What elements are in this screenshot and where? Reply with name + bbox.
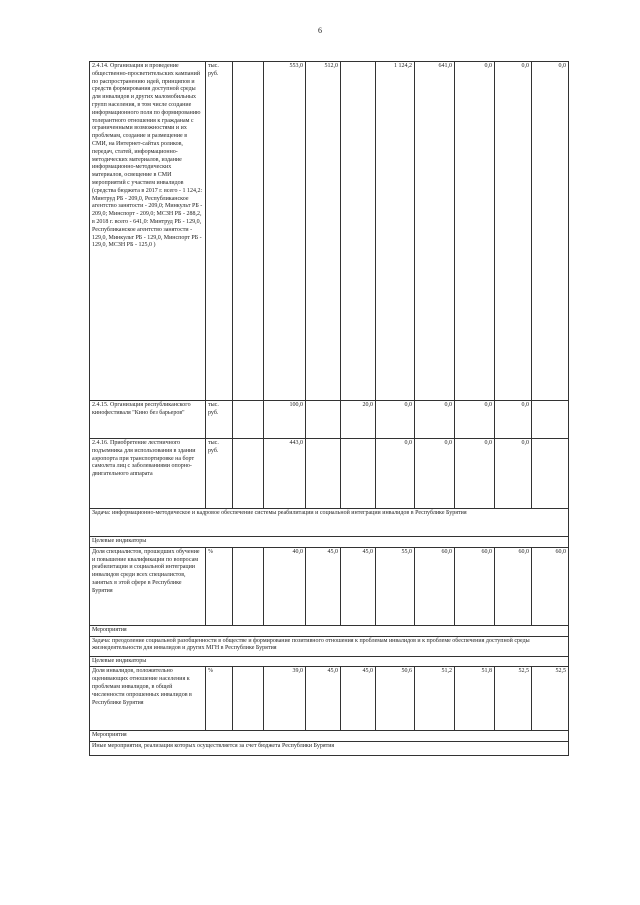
value-cell [233, 439, 264, 509]
table-row [90, 439, 569, 509]
task-text: Задача: информационно-методическое и кадровое обеспечение системы реабилитации и социальной интеграции инвалидов в Республике Бурятия [90, 509, 569, 537]
value-cell [306, 401, 341, 439]
value-cell: 45,0 [341, 667, 376, 731]
task-row [90, 509, 569, 537]
unit-cell: % [206, 667, 233, 731]
value-cell: 100,0 [264, 401, 306, 439]
value-cell: 0,0 [455, 62, 495, 401]
unit-cell: тыс. руб. [206, 401, 233, 439]
task-text: Задача: преодоление социальной разобщенности в обществе и формирование позитивного отношения к проблемам инвалидов и к проблеме обеспечения доступной среды жизнедеятельности для инвалидов и других МГН в Республике Бурятия [90, 636, 569, 656]
section-label-row [90, 625, 569, 636]
section-label-row [90, 742, 569, 756]
value-cell: 641,0 [415, 62, 455, 401]
value-cell [306, 439, 341, 509]
value-cell: 0,0 [455, 439, 495, 509]
value-cell: 45,0 [306, 547, 341, 625]
value-cell: 51,8 [455, 667, 495, 731]
value-cell: 0,0 [495, 401, 532, 439]
measures-label: Мероприятия [90, 625, 569, 636]
value-cell [233, 667, 264, 731]
value-cell: 60,0 [495, 547, 532, 625]
row-description: 2.4.16. Приобретение лестничного подъемника для использования в здании аэропорта при транспортировке на борт самолета лиц с заболеваниями опорно-двигательного аппарата [90, 439, 206, 509]
row-description: 2.4.15. Организация республиканского кинофестиваля "Кино без барьеров" [90, 401, 206, 439]
indicator-row [90, 547, 569, 625]
targets-label: Целевые индикаторы [90, 537, 569, 548]
value-cell: 52,5 [495, 667, 532, 731]
value-cell: 39,0 [264, 667, 306, 731]
value-cell: 55,0 [376, 547, 415, 625]
value-cell: 51,2 [415, 667, 455, 731]
value-cell [233, 62, 264, 401]
indicator-description: Доля специалистов, прошедших обучение и повышение квалификации по вопросам реабилитации и социальной интеграции инвалидов среди всех специалистов, занятых в этой сфере в Республике Бурятия [90, 547, 206, 625]
task-row [90, 636, 569, 656]
section-label-row [90, 656, 569, 667]
table-row [90, 62, 569, 401]
unit-cell: тыс. руб. [206, 62, 233, 401]
value-cell: 0,0 [376, 439, 415, 509]
section-label-row [90, 731, 569, 742]
value-cell: 0,0 [415, 401, 455, 439]
value-cell: 40,0 [264, 547, 306, 625]
value-cell: 1 124,2 [376, 62, 415, 401]
value-cell: 443,0 [264, 439, 306, 509]
row-description: 2.4.14. Организация и проведение общественно-просветительских кампаний по распространению идей, принципов и средств формирования доступной среды для инвалидов и других маломобильных групп населения, в том числе создание информационного поля по формированию толерантного отношения к гражданам с ограниченными возможностями и их проблемам, создание и размещение в СМИ, на Интернет-сайтах роликов, передач, статей, информационно-методических материалов, издание информационно-методических материалов, освещение в СМИ мероприятий с участием инвалидов (средства бюджета в 2017 г. всего - 1 124,2: Минтруд РБ - 209,0, Республиканское агентство занятости - 209,0; Минкульт РБ - 209,0; Минспорт - 209,0; МСЗН РБ - 288,2, в 2018 г. всего - 641,0: Минтруд РБ - 129,0, Республиканское агентство занятости - 129,0, Минкульт РБ - 129,0, Минспорт РБ - 129,0, МСЗН РБ - 125,0 ) [90, 62, 206, 401]
measures-label: Мероприятия [90, 731, 569, 742]
value-cell: 0,0 [532, 62, 569, 401]
value-cell [532, 401, 569, 439]
table-row [90, 401, 569, 439]
indicator-row [90, 667, 569, 731]
section-label-row [90, 537, 569, 548]
value-cell [233, 547, 264, 625]
value-cell: 45,0 [341, 547, 376, 625]
value-cell: 60,0 [532, 547, 569, 625]
value-cell: 50,6 [376, 667, 415, 731]
value-cell: 0,0 [376, 401, 415, 439]
value-cell: 0,0 [415, 439, 455, 509]
unit-cell: % [206, 547, 233, 625]
value-cell [341, 439, 376, 509]
value-cell: 45,0 [306, 667, 341, 731]
value-cell: 60,0 [415, 547, 455, 625]
value-cell [233, 401, 264, 439]
value-cell [341, 62, 376, 401]
value-cell: 60,0 [455, 547, 495, 625]
value-cell: 52,5 [532, 667, 569, 731]
page-number: 6 [318, 26, 322, 35]
program-table [89, 61, 569, 756]
other-measures-text: Иные мероприятия, реализация которых осуществляется за счет бюджета Республики Бурятия [90, 742, 569, 756]
value-cell: 0,0 [455, 401, 495, 439]
value-cell: 0,0 [495, 439, 532, 509]
targets-label: Целевые индикаторы [90, 656, 569, 667]
indicator-description: Доля инвалидов, положительно оценивающих отношение населения к проблемам инвалидов, в общей численности опрошенных инвалидов в Республике Бурятия [90, 667, 206, 731]
value-cell: 20,0 [341, 401, 376, 439]
unit-cell: тыс. руб. [206, 439, 233, 509]
value-cell: 553,0 [264, 62, 306, 401]
value-cell: 512,0 [306, 62, 341, 401]
value-cell: 0,0 [495, 62, 532, 401]
value-cell [532, 439, 569, 509]
